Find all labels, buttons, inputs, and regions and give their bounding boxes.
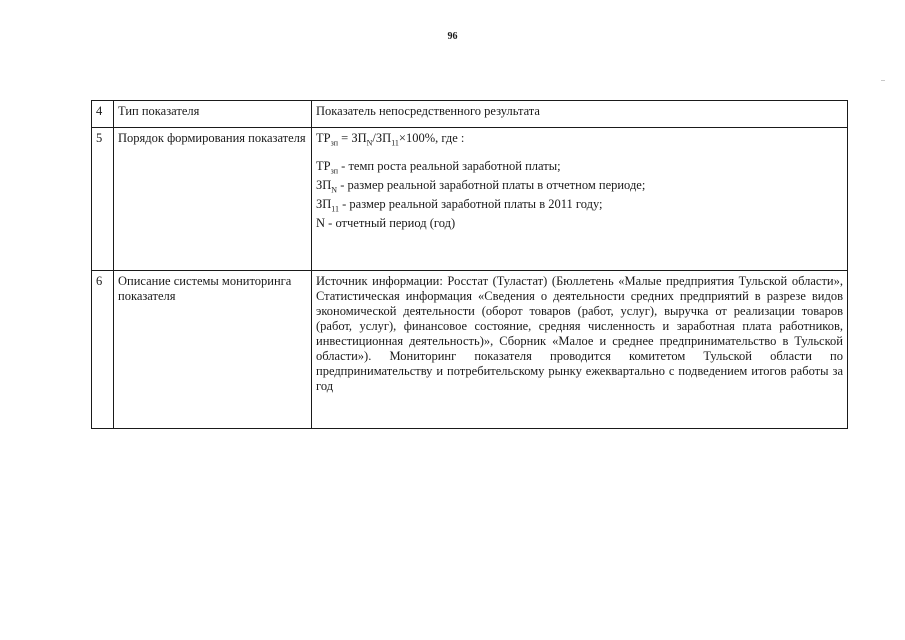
row-number: 4 xyxy=(92,101,114,128)
definition-line: $ЗП_N$ - размер реальной заработной платы в отчетном периоде; xyxy=(316,178,646,195)
row-value xyxy=(312,271,848,429)
scan-mark xyxy=(881,80,885,81)
row-name: Тип показателя xyxy=(114,101,312,128)
page-number: 96 xyxy=(447,31,458,42)
row-value: Показатель непосредственного результата xyxy=(312,101,848,128)
table-row xyxy=(92,101,848,128)
row-number: 6 xyxy=(92,271,114,429)
row-name: Порядок формирования показателя xyxy=(114,128,312,271)
monitoring-description: Источник информации: Росстат (Туластат) (Бюллетень «Малые предприятия Тульской области», Статистическая информация «Сведения о деятельности средних предприятий в разрезе видов экономической деятельности (оборот товаров (работ, услуг), выручка от реализации товаров (работ, услуг), финансовое состояние, средняя численность и заработная плата работников, инвестиционная деятельность)», Сборник «Малое и среднее предпринимательство в Тульской области»). Мониторинг показателя проводится комитетом Тульской области по предпринимательству и потребительскому рынку ежеквартально с подведением итогов работы за год xyxy=(316,274,843,393)
definition-line: $ЗП_{11}$ - размер реальной заработной платы в 2011 году; xyxy=(316,197,603,214)
definition-line: $ТР_{зп}$ - темп роста реальной заработной платы; xyxy=(316,159,561,176)
row-value xyxy=(312,128,848,271)
row-name: Описание системы мониторинга показателя xyxy=(114,271,312,429)
row-number: 5 xyxy=(92,128,114,271)
formula: $ТР_{зп} = ЗП_N/ЗП_{11}\times 100\%$, где : xyxy=(316,131,465,148)
indicator-table xyxy=(91,100,848,429)
definition-line: N - отчетный период (год) xyxy=(316,216,456,230)
table-row xyxy=(92,128,848,271)
table-row xyxy=(92,271,848,429)
